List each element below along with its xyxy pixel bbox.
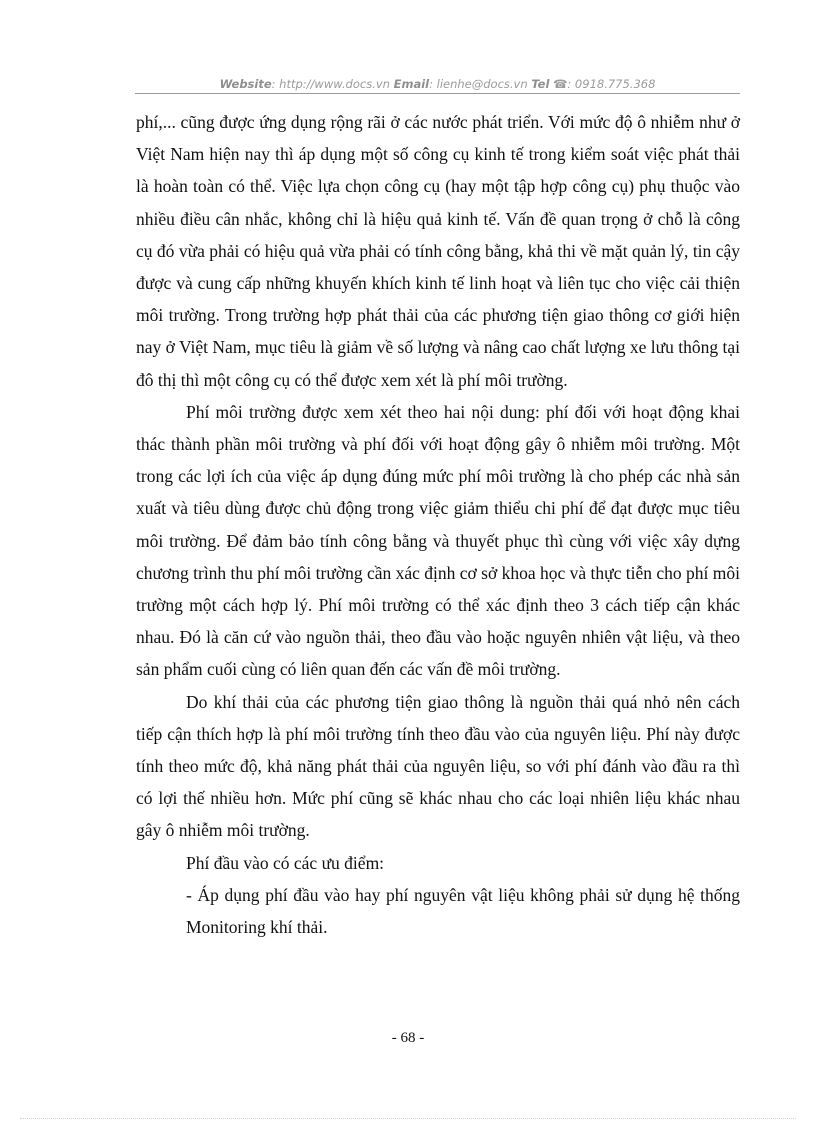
page-header [135,76,740,93]
tel-value: : 0918.775.368 [567,77,656,91]
list-item: - Áp dụng phí đầu vào hay phí nguyên vật liệu không phải sử dụng hệ thống Monitoring khí thải. [186,884,740,938]
email-label: Email [393,77,430,91]
paragraph-2: Phí môi trường được xem xét theo hai nội dung: phí đối với hoạt động khai thác thành phần môi trường và phí đối với hoạt động gây ô nhiễm môi trường. Một trong các lợi ích của việc áp dụng đúng mức phí môi trường là cho phép các nhà sản xuất và tiêu dùng được chủ động trong việc giảm thiểu chi phí để đạt được mục tiêu môi trường. Để đảm bảo tính công bằng và thuyết phục thì cùng với việc xây dựng chương trình thu phí môi trường cần xác định cơ sở khoa học và thực tiễn cho phí môi trường một cách hợp lý. Phí môi trường có thể xác định theo 3 cách tiếp cận khác nhau. Đó là căn cứ vào nguồn thải, theo đầu vào hoặc nguyên nhiên vật liệu, và theo sản phẩm cuối cùng có liên quan đến các vấn đề môi trường. [136,401,740,680]
website-value: : http://www.docs.vn [271,77,390,91]
tel-label: Tel [531,77,550,91]
page-number: - 68 - [391,1030,425,1046]
document-body [136,106,740,943]
email-value: : lienhe@docs.vn [429,77,528,91]
phone-icon: ☎ [553,77,568,91]
website-label: Website [219,77,272,91]
paragraph-4: Phí đầu vào có các ưu điểm: [186,852,385,873]
header-divider [135,93,740,94]
paragraph-3: Do khí thải của các phương tiện giao thông là nguồn thải quá nhỏ nên cách tiếp cận thích hợp là phí môi trường tính theo đầu vào của nguyên liệu. Phí này được tính theo mức độ, khả năng phát thải của nguyên liệu, so với phí đánh vào đầu ra thì có lợi thế nhiều hơn. Mức phí cũng sẽ khác nhau cho các loại nhiên liệu khác nhau gây ô nhiễm môi trường. [136,691,740,841]
page-bottom-divider [20,1118,796,1119]
paragraph-1: phí,... cũng được ứng dụng rộng rãi ở các nước phát triển. Với mức độ ô nhiễm như ở Việt Nam hiện nay thì áp dụng một số công cụ kinh tế trong kiểm soát việc phát thải là hoàn toàn có thể. Việc lựa chọn công cụ (hay một tập hợp công cụ) phụ thuộc vào nhiều điều cân nhắc, không chỉ là hiệu quả kinh tế. Vấn đề quan trọng ở chỗ là công cụ đó vừa phải có hiệu quả vừa phải có tính công bằng, khả thi về mặt quản lý, tin cậy được và cung cấp những khuyến khích kinh tế linh hoạt và liên tục cho việc cải thiện môi trường. Trong trường hợp phát thải của các phương tiện giao thông cơ giới hiện nay ở Việt Nam, mục tiêu là giảm về số lượng và nâng cao chất lượng xe lưu thông tại đô thị thì một công cụ có thể được xem xét là phí môi trường. [136,112,741,390]
